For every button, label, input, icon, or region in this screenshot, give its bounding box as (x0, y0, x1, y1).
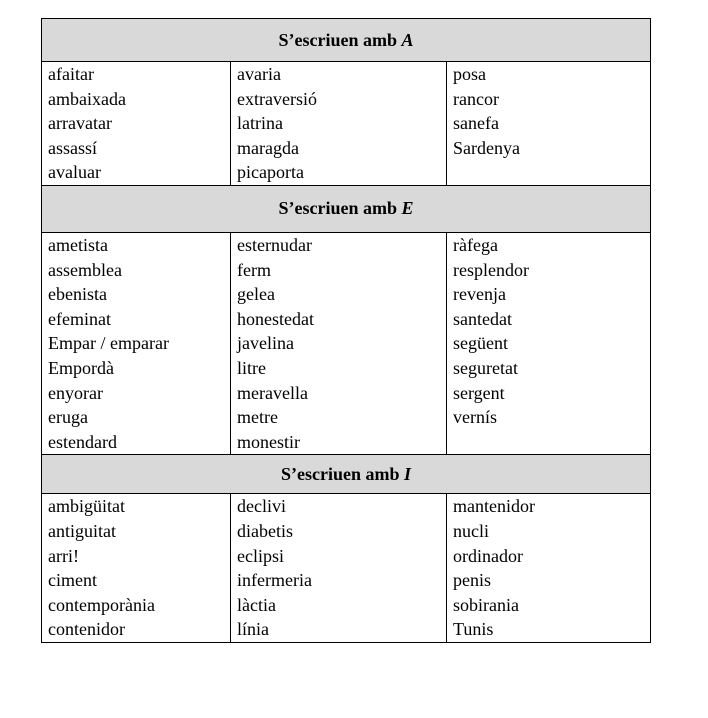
word-list-table (41, 18, 651, 643)
word-column (42, 62, 231, 186)
section-header-letter: A (401, 29, 414, 50)
word-item: contenidor (48, 619, 125, 640)
word-item: picaporta (237, 162, 304, 183)
word-item: contemporània (48, 594, 155, 615)
word-item: efeminat (48, 308, 111, 329)
section-header-prefix: S’escriuen amb (278, 29, 402, 50)
word-item: avaria (237, 64, 281, 84)
word-item: litre (237, 357, 266, 378)
word-column (42, 494, 231, 643)
word-item: diabetis (237, 520, 293, 541)
word-item: declivi (237, 496, 286, 517)
word-column (447, 232, 651, 454)
word-item: nucli (453, 520, 489, 541)
word-item: ambigüitat (48, 496, 125, 517)
word-item: sergent (453, 382, 505, 403)
word-column (447, 494, 651, 643)
word-item: metre (237, 407, 278, 428)
word-item: avaluar (48, 162, 101, 183)
word-column (231, 62, 447, 186)
word-column (231, 494, 447, 643)
word-item: assemblea (48, 259, 122, 280)
word-item: resplendor (453, 259, 529, 280)
word-item: vernís (453, 407, 497, 428)
section-header-a (42, 19, 651, 62)
section-header-letter: E (401, 198, 414, 219)
section-header-letter: I (404, 463, 412, 484)
word-item: ciment (48, 570, 97, 591)
word-item: ambaixada (48, 88, 126, 109)
word-item: eclipsi (237, 545, 284, 566)
word-item: monestir (237, 431, 300, 452)
section-i-row (42, 494, 651, 643)
word-item: ametista (48, 234, 108, 255)
word-item: Sardenya (453, 137, 520, 158)
word-item: maragda (237, 137, 299, 158)
word-item: honestedat (237, 308, 314, 329)
word-item: penis (453, 570, 491, 591)
word-item: assassí (48, 137, 97, 158)
word-item: sobirania (453, 594, 519, 615)
word-item: enyorar (48, 382, 103, 403)
word-item: eruga (48, 407, 88, 428)
word-column (231, 232, 447, 454)
word-item: javelina (237, 333, 294, 354)
section-header-prefix: S’escriuen amb (281, 463, 404, 484)
word-item: arravatar (48, 113, 112, 134)
word-item: infermeria (237, 570, 312, 591)
word-item: seguretat (453, 357, 518, 378)
word-item: Empar / emparar (48, 333, 169, 354)
word-item: antiguitat (48, 520, 116, 541)
word-item: ordinador (453, 545, 523, 566)
word-item: sanefa (453, 113, 499, 134)
section-header-e (42, 185, 651, 232)
word-item: revenja (453, 284, 506, 305)
word-item: esternudar (237, 234, 312, 255)
word-item: afaitar (48, 64, 94, 84)
word-item: línia (237, 619, 269, 640)
section-a-row (42, 62, 651, 186)
word-item: santedat (453, 308, 512, 329)
word-item: ràfega (453, 234, 498, 255)
word-item: latrina (237, 113, 283, 134)
word-item: rancor (453, 88, 499, 109)
section-e-row (42, 232, 651, 454)
section-header-i (42, 455, 651, 494)
word-item: posa (453, 64, 486, 84)
word-item: ebenista (48, 284, 107, 305)
word-item: arri! (48, 545, 79, 566)
word-item: ferm (237, 259, 271, 280)
word-item: extraversió (237, 88, 317, 109)
section-header-prefix: S’escriuen amb (278, 198, 402, 219)
word-item: mantenidor (453, 496, 535, 517)
word-item: següent (453, 333, 508, 354)
word-column (42, 232, 231, 454)
word-item: Tunis (453, 619, 494, 640)
word-item: Empordà (48, 357, 114, 378)
word-item: gelea (237, 284, 275, 305)
word-item: làctia (237, 594, 276, 615)
word-column (447, 62, 651, 186)
word-item: meravella (237, 382, 308, 403)
word-item: estendard (48, 431, 117, 452)
